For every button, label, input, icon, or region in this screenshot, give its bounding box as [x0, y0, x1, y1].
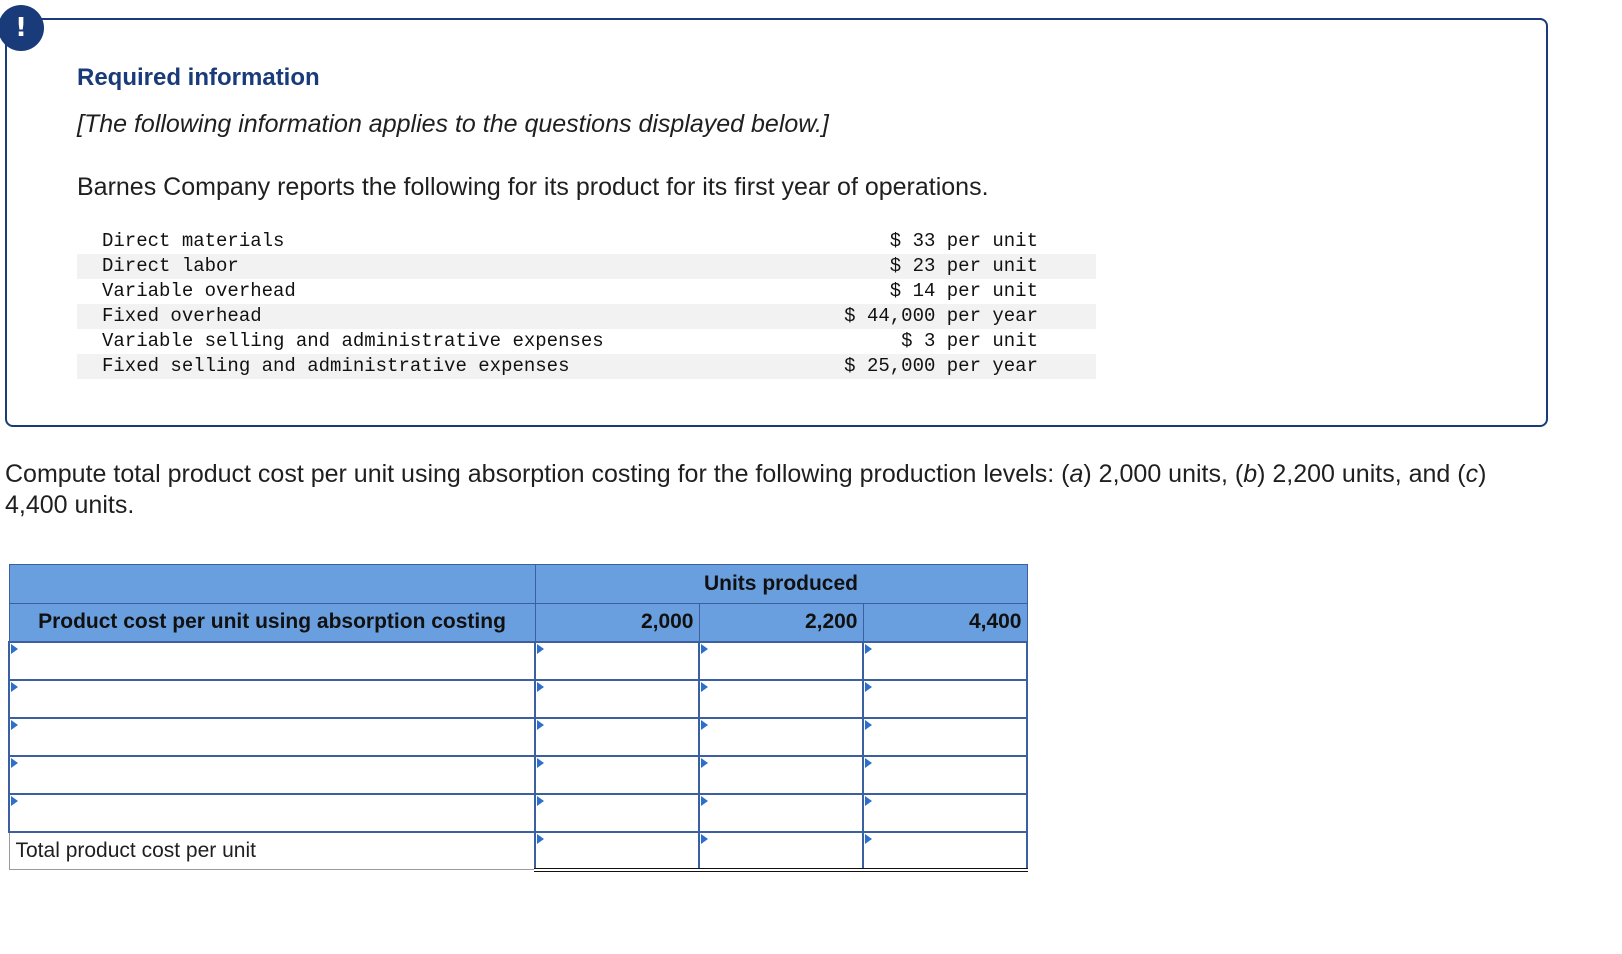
required-info-title: Required information [77, 64, 320, 91]
total-input-2000[interactable] [536, 833, 698, 868]
cost-value: $ 23 per unit [808, 254, 1096, 279]
cost-row [77, 329, 1096, 354]
question-part-c-letter: c [1465, 460, 1479, 488]
amount-cell[interactable] [699, 794, 863, 832]
answer-row [9, 756, 1027, 794]
row-label-cell[interactable] [9, 642, 535, 680]
cost-label: Direct materials [102, 230, 285, 252]
total-product-cost-label: Total product cost per unit [9, 832, 535, 870]
required-info-note: [The following information applies to the questions displayed below.] [77, 110, 829, 138]
cost-label: Variable overhead [102, 280, 296, 302]
amount-cell[interactable] [863, 718, 1027, 756]
amount-cell[interactable] [863, 642, 1027, 680]
question-text [5, 459, 1535, 521]
product-cost-header: Product cost per unit using absorption costing [9, 604, 535, 642]
cost-row [77, 279, 1096, 304]
answer-row [9, 680, 1027, 718]
amount-input-4400[interactable] [864, 643, 1026, 679]
total-cell[interactable] [699, 832, 863, 870]
amount-cell[interactable] [535, 680, 699, 718]
amount-cell[interactable] [535, 756, 699, 794]
row-label-cell[interactable] [9, 756, 535, 794]
amount-input-2200[interactable] [700, 643, 862, 679]
cost-value: $ 25,000 per year [808, 354, 1096, 379]
column-header-2000: 2,000 [535, 604, 699, 642]
amount-input-2200[interactable] [700, 719, 862, 755]
amount-input-2000[interactable] [536, 795, 698, 831]
required-information-panel [5, 18, 1548, 427]
cost-value: $ 33 per unit [889, 230, 1038, 252]
amount-input-2000[interactable] [536, 643, 698, 679]
cost-row [77, 229, 1096, 254]
amount-cell[interactable] [535, 718, 699, 756]
header-blank-cell [9, 565, 535, 604]
amount-input-4400[interactable] [864, 681, 1026, 717]
amount-input-2000[interactable] [536, 719, 698, 755]
question-part: ) 2,000 units, ( [1083, 460, 1244, 488]
answer-worksheet [8, 564, 1028, 872]
amount-input-2000[interactable] [536, 757, 698, 793]
header-row-columns [9, 604, 1027, 642]
amount-input-4400[interactable] [864, 757, 1026, 793]
cost-label: Direct labor [77, 254, 808, 279]
amount-cell[interactable] [863, 756, 1027, 794]
answer-row [9, 642, 1027, 680]
amount-cell[interactable] [535, 794, 699, 832]
cost-row [77, 254, 1096, 279]
amount-cell[interactable] [699, 756, 863, 794]
column-header-4400: 4,400 [863, 604, 1027, 642]
amount-input-2000[interactable] [536, 681, 698, 717]
answer-row [9, 794, 1027, 832]
total-cell[interactable] [535, 832, 699, 870]
question-part: Compute total product cost per unit using absorption costing for the following production levels: ( [5, 460, 1070, 488]
total-row [9, 832, 1027, 870]
amount-input-4400[interactable] [864, 719, 1026, 755]
answer-row [9, 718, 1027, 756]
row-label-cell[interactable] [9, 718, 535, 756]
units-produced-header: Units produced [535, 565, 1027, 604]
cost-row [77, 304, 1096, 329]
question-part-a-letter: a [1069, 460, 1084, 488]
total-input-4400[interactable] [864, 833, 1026, 868]
question-part: ) 2,200 units, and ( [1257, 460, 1466, 488]
amount-cell[interactable] [699, 718, 863, 756]
amount-cell[interactable] [863, 794, 1027, 832]
question-part-b-letter: b [1243, 460, 1258, 488]
column-header-2200: 2,200 [699, 604, 863, 642]
row-label-cell[interactable] [9, 680, 535, 718]
total-input-2200[interactable] [700, 833, 862, 868]
cost-row [77, 354, 1096, 379]
header-row-group [9, 565, 1027, 604]
question-part: ) 4,400 units. [5, 460, 1487, 519]
row-label-input[interactable] [10, 757, 534, 793]
amount-cell[interactable] [535, 642, 699, 680]
row-label-input[interactable] [10, 719, 534, 755]
row-label-cell[interactable] [9, 794, 535, 832]
cost-data-table [77, 229, 1096, 379]
amount-input-2200[interactable] [700, 681, 862, 717]
cost-label: Fixed selling and administrative expenses [77, 354, 808, 379]
cost-label: Fixed overhead [77, 304, 808, 329]
amount-cell[interactable] [863, 680, 1027, 718]
amount-input-4400[interactable] [864, 795, 1026, 831]
total-cell[interactable] [863, 832, 1027, 870]
row-label-input[interactable] [10, 643, 534, 679]
amount-input-2200[interactable] [700, 757, 862, 793]
cost-value: $ 44,000 per year [808, 304, 1096, 329]
row-label-input[interactable] [10, 681, 534, 717]
required-info-intro: Barnes Company reports the following for its product for its first year of operations. [77, 173, 989, 201]
amount-cell[interactable] [699, 642, 863, 680]
cost-value: $ 14 per unit [889, 280, 1038, 302]
cost-label: Variable selling and administrative expenses [102, 330, 604, 352]
cost-value: $ 3 per unit [901, 330, 1038, 352]
row-label-input[interactable] [10, 795, 534, 831]
alert-icon: ! [0, 5, 44, 51]
amount-input-2200[interactable] [700, 795, 862, 831]
amount-cell[interactable] [699, 680, 863, 718]
